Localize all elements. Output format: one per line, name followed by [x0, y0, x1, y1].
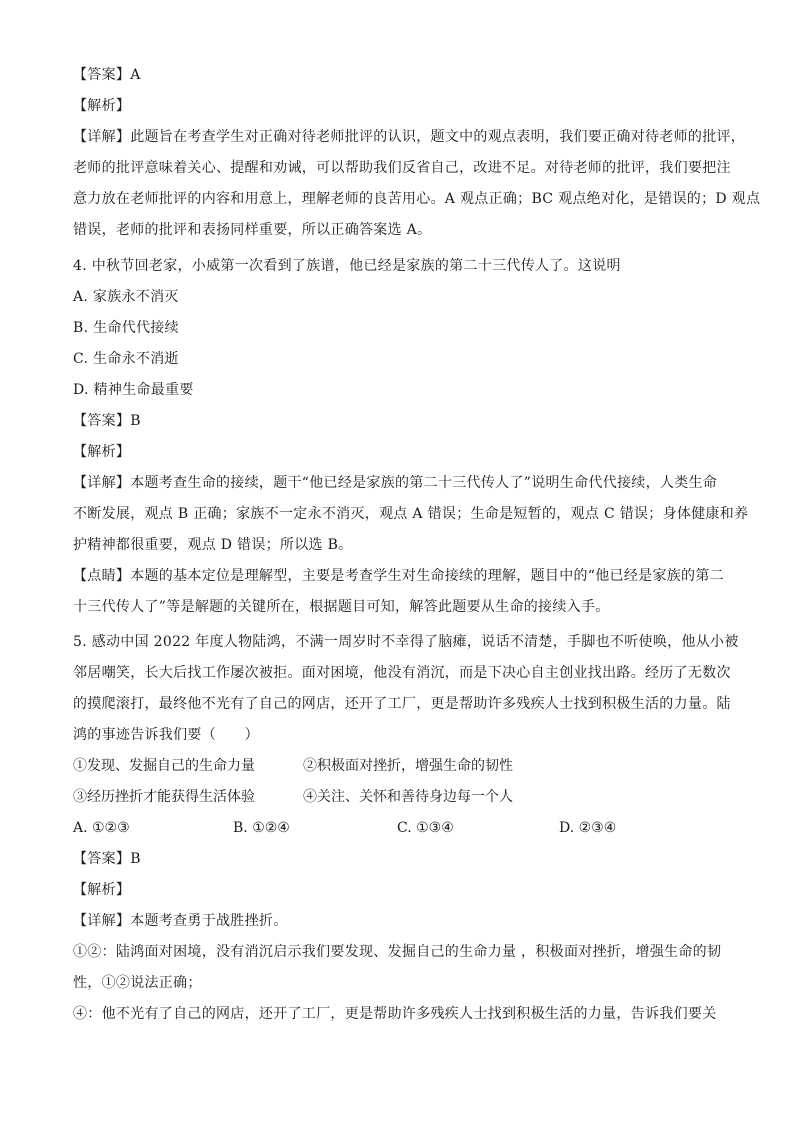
- q4-option-a: A. 家族永不消灭: [73, 289, 179, 305]
- q4-detail-line: 不断发展，观点 B 正确；家族不一定永不消灭，观点 A 错误；生命是短暂的，观点 C 错误；身体健康和养: [73, 506, 749, 522]
- q5-choice-b: B. ①②④: [233, 820, 290, 836]
- q5-stem-line: 鸿的事迹告诉我们要（ ）: [73, 727, 259, 743]
- q5-choices-row: [73, 813, 723, 844]
- q5-detail-line: 【详解】本题考查勇于战胜挫折。: [73, 913, 288, 929]
- q4-option-d: D. 精神生命最重要: [73, 382, 194, 398]
- q5-choice-d: D. ②③④: [559, 820, 617, 836]
- q4-option-c: C. 生命永不消逝: [73, 351, 179, 367]
- q5-stem-line: 的摸爬滚打，最终他不光有了自己的网店，还开了工厂，更是帮助许多残疾人士找到积极生活的力量。陆: [73, 696, 731, 712]
- q4-comment-line: 十三代传人了”等是解题的关键所在，根据题目可知，解答此题要从生命的接续入手。: [73, 599, 610, 615]
- q5-statement-3: ③经历挫折才能获得生活体验: [73, 789, 255, 805]
- q4-detail-line: 护精神都很重要，观点 D 错误；所以选 B。: [73, 537, 353, 553]
- q5-choice-c: C. ①③④: [397, 820, 454, 836]
- q3-answer: 【答案】A: [73, 67, 141, 83]
- q5-statement-1: ①发现、发掘自己的生命力量: [73, 758, 255, 774]
- q4-comment-line: 【点睛】本题的基本定位是理解型，主要是考查学生对生命接续的理解，题目中的“他已经是家族的第二: [73, 568, 724, 584]
- q4-analysis-label: 【解析】: [73, 444, 131, 460]
- q5-detail-line: 性，①②说法正确；: [73, 975, 202, 991]
- q5-analysis-label: 【解析】: [73, 882, 131, 898]
- q3-analysis-label: 【解析】: [73, 98, 131, 114]
- q5-detail-line: ④：他不光有了自己的网店，还开了工厂，更是帮助许多残疾人士找到积极生活的力量，告诉我们要关: [73, 1006, 717, 1022]
- q5-answer: 【答案】B: [73, 851, 141, 867]
- q5-statements-row-2: [73, 782, 723, 813]
- q5-choice-a: A. ①②③: [73, 820, 130, 836]
- q5-detail-line: ①②：陆鸿面对困境，没有消沉启示我们要发现、发掘自己的生命力量 ，积极面对挫折，增强生命的韧: [73, 944, 722, 960]
- q4-block: [73, 251, 749, 623]
- q5-stem-block: [73, 627, 739, 751]
- q5-answer-block: [73, 844, 723, 1030]
- q4-answer: 【答案】B: [73, 413, 141, 429]
- q5-stem-line: 邻居嘲笑，长大后找工作屡次被拒。面对困境，他没有消沉，而是下决心自主创业找出路。经历了无数次: [73, 665, 731, 681]
- q5-statements-row-1: [73, 751, 723, 782]
- q5-statement-2: ②积极面对挫折，增强生命的韧性: [303, 758, 513, 774]
- q4-option-b: B. 生命代代接续: [73, 320, 179, 336]
- q3-detail-line: 错误，老师的批评和表扬同样重要，所以正确答案选 A。: [73, 222, 432, 238]
- q5-statement-4: ④关注、关怀和善待身边每一个人: [303, 789, 513, 805]
- q3-detail-line: 老师的批评意味着关心、提醒和劝诫，可以帮助我们反省自己，改进不足。对待老师的批评，我们要把注: [73, 160, 731, 176]
- q4-detail-line: 【详解】本题考查生命的接续，题干“他已经是家族的第二十三代传人了”说明生命代代接续，人类生命: [73, 475, 718, 491]
- q4-stem: 4. 中秋节回老家，小威第一次看到了族谱，他已经是家族的第二十三代传人了。这说明: [73, 258, 621, 274]
- q3-answer-block: [73, 60, 761, 246]
- q3-detail-line: 【详解】此题旨在考查学生对正确对待老师批评的认识，题文中的观点表明，我们要正确对待老师的批评，: [73, 129, 746, 145]
- q5-stem-line: 5. 感动中国 2022 年度人物陆鸿，不满一周岁时不幸得了脑瘫，说话不清楚，手脚也不听使唤，他从小被: [73, 634, 739, 650]
- q3-detail-line: 意力放在老师批评的内容和用意上，理解老师的良苦用心。A 观点正确；BC 观点绝对化，是错误的；D 观点: [73, 191, 761, 207]
